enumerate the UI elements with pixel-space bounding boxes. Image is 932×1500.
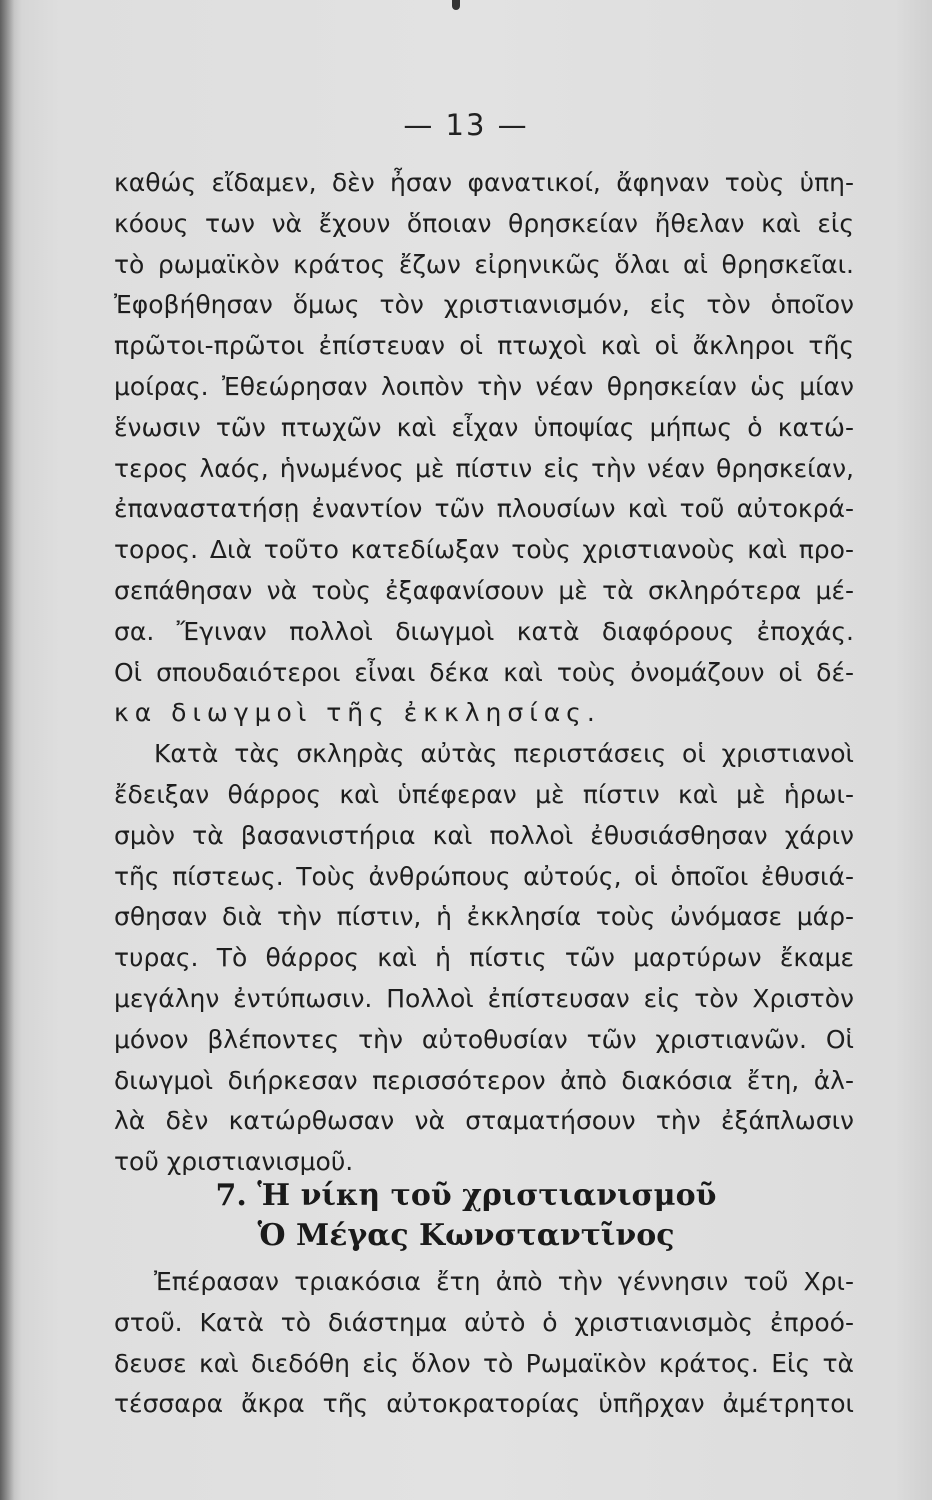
body-text-block-2 xyxy=(114,1262,854,1425)
book-spine-shadow xyxy=(0,0,14,1500)
body-text-block xyxy=(114,163,854,1183)
text-line: δευσε καὶ διεδόθη εἰς ὅλον τὸ Ρωμαϊκὸν κράτος. Εἰς τὰ xyxy=(114,1348,854,1378)
text-line: μοίρας. Ἐθεώρησαν λοιπὸν τὴν νέαν θρησκείαν ὡς μίαν xyxy=(114,371,854,401)
text-line: ἐπαναστατήσῃ ἐναντίον τῶν πλουσίων καὶ τοῦ αὐτοκρά- xyxy=(114,494,854,524)
text-line: σθησαν διὰ τὴν πίστιν, ἡ ἐκκλησία τοὺς ὠνόμασε μάρ- xyxy=(114,902,854,932)
text-line: τέσσαρα ἄκρα τῆς αὐτοκρατορίας ὑπῆρχαν ἀμέτρητοι xyxy=(114,1389,854,1419)
text-line: καθώς εἴδαμεν, δὲν ἦσαν φανατικοί, ἄφηναν τοὺς ὑπη- xyxy=(114,168,854,197)
text-line: κα διωγμοὶ τῆς ἐκκλησίας. xyxy=(114,698,601,728)
text-line: τοῦ χριστιανισμοῦ. xyxy=(114,1147,354,1177)
text-line: τερος λαός, ἡνωμένος μὲ πίστιν εἰς τὴν νέαν θρησκείαν, xyxy=(114,453,854,483)
text-line: τὸ ρωμαϊκὸν κράτος ἔζων εἰρηνικῶς ὅλαι αἱ θρησκεῖαι. xyxy=(114,249,854,279)
text-line: Ἐφοβήθησαν ὅμως τὸν χριστιανισμόν, εἰς τὸν ὁποῖον xyxy=(114,290,854,320)
text-line: Κατὰ τὰς σκληρὰς αὐτὰς περιστάσεις οἱ χριστιανοὶ xyxy=(154,739,854,769)
text-line: τῆς πίστεως. Τοὺς ἀνθρώπους αὐτούς, οἱ ὁποῖοι ἐθυσιά- xyxy=(114,861,854,891)
text-line: τυρας. Τὸ θάρρος καὶ ἡ πίστις τῶν μαρτύρων ἔκαμε xyxy=(114,943,854,973)
text-line: στοῦ. Κατὰ τὸ διάστημα αὐτὸ ὁ χριστιανισμὸς ἐπροό- xyxy=(114,1307,854,1337)
section-title: 7. Ἡ νίκη τοῦ χριστιανισμοῦ xyxy=(215,1178,717,1213)
text-line: μεγάλην ἐντύπωσιν. Πολλοὶ ἐπίστευσαν εἰς τὸν Χριστὸν xyxy=(114,983,854,1013)
text-line: μόνον βλέποντες τὴν αὐτοθυσίαν τῶν χριστιανῶν. Οἱ xyxy=(114,1024,854,1054)
top-ink-mark xyxy=(452,0,460,10)
text-line: ἕνωσιν τῶν πτωχῶν καὶ εἶχαν ὑποψίας μήπως ὁ κατώ- xyxy=(114,412,854,442)
text-line: πρῶτοι-πρῶτοι ἐπίστευαν οἱ πτωχοὶ καὶ οἱ ἄκληροι τῆς xyxy=(114,331,854,361)
text-line: σα. Ἔγιναν πολλοὶ διωγμοὶ κατὰ διαφόρους ἐποχάς. xyxy=(114,616,854,646)
text-line: Οἱ σπουδαιότεροι εἶναι δέκα καὶ τοὺς ὀνομάζουν οἱ δέ- xyxy=(114,657,854,687)
text-line: διωγμοὶ διήρκεσαν περισσότερον ἀπὸ διακόσια ἔτη, ἀλ- xyxy=(114,1065,854,1095)
text-line: ἔδειξαν θάρρος καὶ ὑπέφεραν μὲ πίστιν καὶ μὲ ἡρωι- xyxy=(114,779,854,809)
page-number: — 13 — xyxy=(403,108,529,142)
text-line: σμὸν τὰ βασανιστήρια καὶ πολλοὶ ἐθυσιάσθησαν χάριν xyxy=(114,820,854,850)
text-line: τορος. Διὰ τοῦτο κατεδίωξαν τοὺς χριστιανοὺς καὶ προ- xyxy=(114,535,854,565)
text-line: σεπάθησαν νὰ τοὺς ἐξαφανίσουν μὲ τὰ σκληρότερα μέ- xyxy=(114,575,854,605)
text-line: λὰ δὲν κατώρθωσαν νὰ σταματήσουν τὴν ἐξάπλωσιν xyxy=(114,1106,854,1136)
section-subtitle: Ὁ Μέγας Κωνσταντῖνος xyxy=(257,1218,675,1253)
text-line: κόους των νὰ ἔχουν ὅποιαν θρησκείαν ἤθελαν καὶ εἰς xyxy=(114,208,854,238)
text-line: Ἐπέρασαν τριακόσια ἔτη ἀπὸ τὴν γέννησιν τοῦ Χρι- xyxy=(154,1267,854,1296)
